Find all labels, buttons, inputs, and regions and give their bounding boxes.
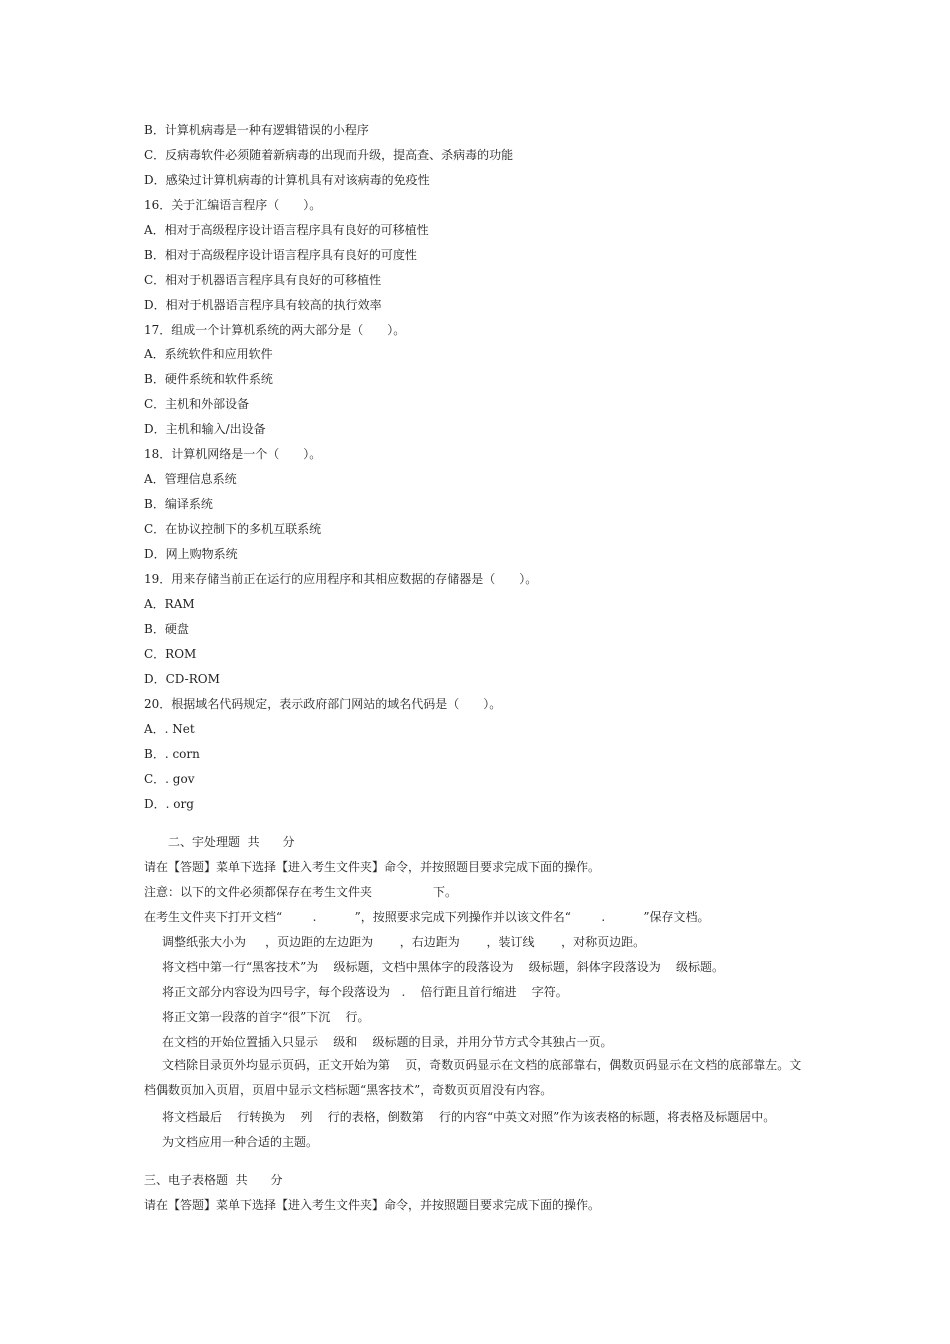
option-line: B．硬件系统和软件系统 [144,372,273,386]
option-line: C．ROM [144,647,197,661]
option-line: B．相对于高级程序设计语言程序具有良好的可度性 [144,248,417,262]
task-item: 为文档应用一种合适的主题。 [162,1135,319,1149]
option-line: C．. gov [144,772,195,786]
open-document-instruction: 在考生文件夹下打开文档“ . ”，按照要求完成下列操作并以该文件名“ . ”保存文档。 [144,910,710,924]
option-line: C．在协议控制下的多机互联系统 [144,522,322,536]
section-heading: 二、宇处理题 共 分 [168,835,295,849]
task-item: 将文档中第一行“黑客技术”为 级标题，文档中黑体字的段落设为 级标题，斜体字段落设为 级标题。 [162,960,725,974]
task-item: 在文档的开始位置插入只显示 级和 级标题的目录，并用分节方式令其独占一页。 [162,1035,613,1049]
section-instruction: 请在【答题】菜单下选择【进入考生文件夹】命令，并按照题目要求完成下面的操作。 [144,860,601,874]
option-line: A．管理信息系统 [144,472,237,486]
option-line: C．主机和外部设备 [144,397,250,411]
task-item: 将正文部分内容设为四号字，每个段落设为 . 倍行距且首行缩进 字符。 [162,985,568,999]
option-line: B．编译系统 [144,497,213,511]
section-instruction: 请在【答题】菜单下选择【进入考生文件夹】命令，并按照题目要求完成下面的操作。 [144,1198,601,1212]
option-line: D．网上购物系统 [144,547,238,561]
question-line: 18．计算机网络是一个（ ）。 [144,447,322,461]
section-note: 注意：以下的文件必须都保存在考生文件夹 下。 [144,885,458,899]
section-heading: 三、电子表格题 共 分 [144,1173,283,1187]
question-line: 16．关于汇编语言程序（ ）。 [144,198,322,212]
task-item: 将文档最后 行转换为 列 行的表格，倒数第 行的内容“中英文对照”作为该表格的标题，将表格及标题居中。 [162,1110,776,1124]
question-line: 20．根据域名代码规定，表示政府部门网站的域名代码是（ ）。 [144,697,502,711]
option-line: A．RAM [144,597,195,611]
task-item: 调整纸张大小为 ，页边距的左边距为 ，右边距为 ，装订线 ，对称页边距。 [162,935,646,949]
question-line: 17．组成一个计算机系统的两大部分是（ ）。 [144,323,406,337]
option-line: A．. Net [144,722,195,736]
question-line: 19．用来存储当前正在运行的应用程序和其相应数据的存储器是（ ）。 [144,572,538,586]
option-line: B．. corn [144,747,200,761]
option-line: C．相对于机器语言程序具有良好的可移植性 [144,273,382,287]
option-line: B．硬盘 [144,622,189,636]
task-item-multiline: 文档除目录页外均显示页码，正文开始为第 页，奇数页码显示在文档的底部靠右，偶数页码显示在文档的底部靠左。文档偶数页加入页眉，页眉中显示文档标题“黑客技术”，奇数页页眉没有内容。 [144,1058,802,1097]
option-line: C．反病毒软件必须随着新病毒的出现而升级，提高查、杀病毒的功能 [144,148,514,162]
option-line: A．相对于高级程序设计语言程序具有良好的可移植性 [144,223,429,237]
option-line: D．主机和输入/出设备 [144,422,266,436]
option-line: B．计算机病毒是一种有逻辑错误的小程序 [144,123,369,137]
option-line: D．感染过计算机病毒的计算机具有对该病毒的免疫性 [144,173,430,187]
task-item: 将正文第一段落的首字“很”下沉 行。 [162,1010,370,1024]
option-line: D．相对于机器语言程序具有较高的执行效率 [144,298,382,312]
option-line: D．CD-ROM [144,672,220,686]
option-line: A．系统软件和应用软件 [144,347,273,361]
option-line: D．. org [144,797,194,811]
